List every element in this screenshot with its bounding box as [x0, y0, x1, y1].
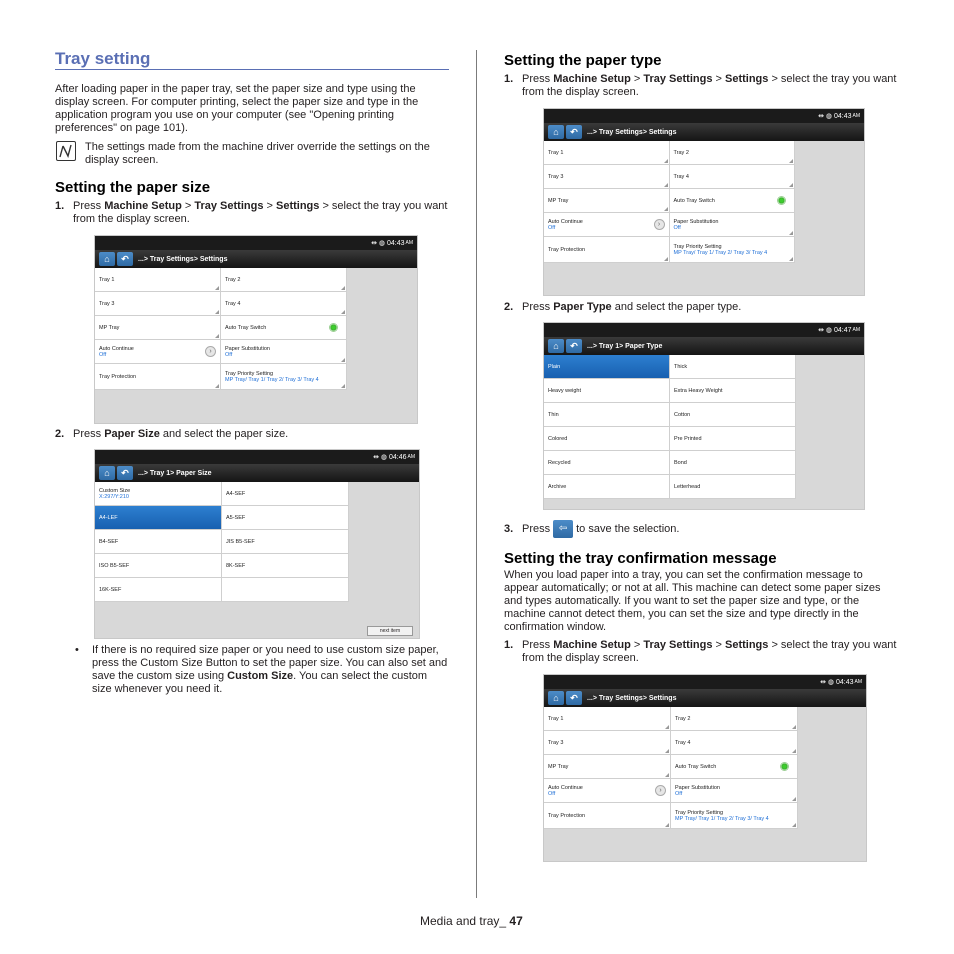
- size-option[interactable]: A4-SEF: [222, 482, 349, 506]
- heading-paper-size: Setting the paper size: [55, 179, 211, 196]
- page-footer: Media and tray_ 47: [420, 914, 523, 928]
- settings-screen-3: ⇹ ◍ 04:43 AM ⌂ ↶ ...> Tray Settings> Settings Tray 1 Tray 2 Tray 3 Tray 4 MP Tray Auto Tray Switch Auto Continue Off › Paper Substitution Off Tray Protection Tray Priority Setting MP Tray/ Tray 1/ Tray 2/ Tray 3/ Tray 4: [543, 674, 867, 862]
- note-text: The settings made from the machine driver override the settings on the display screen.: [85, 141, 430, 166]
- auto-continue-item[interactable]: Auto Continue Off ›: [95, 340, 221, 364]
- size-option-selected[interactable]: A4-LEF: [95, 506, 222, 530]
- paper-type-grid: [544, 355, 796, 499]
- type-option[interactable]: Cotton: [670, 403, 796, 427]
- tray-1-item[interactable]: Tray 1: [544, 141, 670, 165]
- paper-substitution-item[interactable]: Paper Substitution Off: [671, 779, 798, 803]
- mp-tray-item[interactable]: MP Tray: [544, 189, 670, 213]
- tray-protection-item[interactable]: Tray Protection: [95, 364, 221, 390]
- clock: 04:46: [388, 453, 407, 461]
- tray-4-item[interactable]: Tray 4: [670, 165, 796, 189]
- settings-grid: [544, 141, 795, 263]
- confirmation-body: When you load paper into a tray, you can set the confirmation message to appear automatically; or not at all. This machine can detect some paper sizes and types automatically. If you want to set the paper size and type, or the machine cannot detect them, you can set the size and type directly in the confirmation window.: [504, 569, 881, 633]
- auto-tray-switch-item[interactable]: Auto Tray Switch: [670, 189, 796, 213]
- tray-4-item[interactable]: Tray 4: [221, 292, 347, 316]
- size-option[interactable]: B4-SEF: [95, 530, 222, 554]
- chevron-right-icon: ›: [655, 785, 666, 796]
- tray-2-item[interactable]: Tray 2: [221, 268, 347, 292]
- size-option[interactable]: Custom Size X:297/Y:210: [95, 482, 222, 506]
- mp-tray-item[interactable]: MP Tray: [544, 755, 671, 779]
- breadcrumb: ...> Tray 1> Paper Type: [587, 342, 663, 350]
- page-number: 47: [509, 914, 523, 928]
- tray-1-item[interactable]: Tray 1: [544, 707, 671, 731]
- toggle-on-icon: [777, 196, 786, 205]
- chevron-right-icon: ›: [205, 346, 216, 357]
- confirm-step-1: 1. Press Machine Setup > Tray Settings > Settings > select the tray you want from the display screen.: [504, 639, 897, 664]
- heading-tray-confirmation: Setting the tray confirmation message: [504, 550, 777, 567]
- clock: 04:43: [386, 239, 405, 247]
- size-option[interactable]: 8K-SEF: [222, 554, 349, 578]
- clock: 04:43: [833, 112, 852, 120]
- column-divider: [476, 50, 477, 898]
- home-icon[interactable]: ⌂: [99, 252, 115, 266]
- network-icon: ⇹ ◍: [820, 678, 836, 686]
- tray-3-item[interactable]: Tray 3: [544, 731, 671, 755]
- back-icon[interactable]: ↶: [117, 252, 133, 266]
- intro-text: After loading paper in the paper tray, set the paper size and type using the display screen. For computer printing, select the paper size and type in the application program you use on your computer (see "Opening printing preferences" on page 101).: [55, 83, 419, 134]
- auto-tray-switch-item[interactable]: Auto Tray Switch: [671, 755, 798, 779]
- auto-tray-switch-item[interactable]: Auto Tray Switch: [221, 316, 347, 340]
- back-icon[interactable]: ↶: [566, 339, 582, 353]
- toggle-on-icon: [780, 762, 789, 771]
- home-icon[interactable]: ⌂: [548, 691, 564, 705]
- clock: 04:43: [835, 678, 854, 686]
- size-option[interactable]: JIS B5-SEF: [222, 530, 349, 554]
- type-option[interactable]: Bond: [670, 451, 796, 475]
- tray-protection-item[interactable]: Tray Protection: [544, 237, 670, 263]
- paper-substitution-item[interactable]: Paper Substitution Off: [670, 213, 796, 237]
- type-option-selected[interactable]: Plain: [544, 355, 670, 379]
- paper-size-grid: [95, 482, 349, 602]
- breadcrumb: ...> Tray Settings> Settings: [587, 128, 677, 136]
- breadcrumb: ...> Tray Settings> Settings: [587, 694, 677, 702]
- auto-continue-item[interactable]: Auto Continue Off ›: [544, 779, 671, 803]
- back-icon[interactable]: ↶: [566, 125, 582, 139]
- network-icon: ⇹ ◍: [818, 326, 834, 334]
- home-icon[interactable]: ⌂: [99, 466, 115, 480]
- home-icon[interactable]: ⌂: [548, 125, 564, 139]
- note-icon: [56, 141, 76, 161]
- settings-screen-2: ⇹ ◍ 04:43 AM ⌂ ↶ ...> Tray Settings> Settings Tray 1 Tray 2 Tray 3 Tray 4 MP Tray Auto Tray Switch Auto Continue Off › Paper Substitution Off Tray Protection Tray Priority Setting MP Tray/ Tray 1/ Tray 2/ Tray 3/ Tray 4: [543, 108, 865, 296]
- settings-grid: [544, 707, 798, 829]
- network-icon: ⇹ ◍: [373, 453, 389, 461]
- toggle-on-icon: [329, 323, 338, 332]
- size-option[interactable]: ISO B5-SEF: [95, 554, 222, 578]
- breadcrumb: ...> Tray Settings> Settings: [138, 255, 228, 263]
- mp-tray-item[interactable]: MP Tray: [95, 316, 221, 340]
- settings-screen-1: ⇹ ◍ 04:43 AM ⌂ ↶ ...> Tray Settings> Settings Tray 1 Tray 2 Tray 3 Tray 4 MP Tray Auto Tray Switch Auto Continue Off › Paper Substitution Off Tray Protection Tray Priority Setting MP Tray/ Tray 1/ Tray 2/ Tray 3/ Tray 4: [94, 235, 418, 424]
- back-icon[interactable]: ↶: [117, 466, 133, 480]
- type-step-3: 3. Press ⇦ to save the selection.: [504, 520, 899, 538]
- tray-priority-item[interactable]: Tray Priority Setting MP Tray/ Tray 1/ Tray 2/ Tray 3/ Tray 4: [671, 803, 798, 829]
- auto-continue-item[interactable]: Auto Continue Off ›: [544, 213, 670, 237]
- tray-3-item[interactable]: Tray 3: [544, 165, 670, 189]
- tray-2-item[interactable]: Tray 2: [670, 141, 796, 165]
- type-option[interactable]: Recycled: [544, 451, 670, 475]
- type-option[interactable]: Extra Heavy Weight: [670, 379, 796, 403]
- chevron-right-icon: ›: [654, 219, 665, 230]
- clock: 04:47: [833, 326, 852, 334]
- back-icon[interactable]: ↶: [566, 691, 582, 705]
- paper-substitution-item[interactable]: Paper Substitution Off: [221, 340, 347, 364]
- home-icon[interactable]: ⌂: [548, 339, 564, 353]
- size-step-1: 1. Press Machine Setup > Tray Settings > Settings > select the tray you want from the display screen.: [55, 200, 448, 225]
- type-step-1: 1. Press Machine Setup > Tray Settings > Settings > select the tray you want from the display screen.: [504, 73, 897, 98]
- type-option[interactable]: Heavy weight: [544, 379, 670, 403]
- tray-protection-item[interactable]: Tray Protection: [544, 803, 671, 829]
- tray-3-item[interactable]: Tray 3: [95, 292, 221, 316]
- size-option[interactable]: 16K-SEF: [95, 578, 222, 602]
- type-option[interactable]: Pre Printed: [670, 427, 796, 451]
- size-option[interactable]: A5-SEF: [222, 506, 349, 530]
- paper-type-screen: ⇹ ◍ 04:47 AM ⌂ ↶ ...> Tray 1> Paper Type Plain Thick Heavy weight Extra Heavy Weight Thin Cotton Colored Pre Printed Recycled Bond Archive Letterhead: [543, 322, 865, 510]
- page-title: Tray setting: [55, 52, 449, 70]
- tray-2-item[interactable]: Tray 2: [671, 707, 798, 731]
- type-option[interactable]: Thin: [544, 403, 670, 427]
- network-icon: ⇹ ◍: [371, 239, 387, 247]
- breadcrumb: ...> Tray 1> Paper Size: [138, 469, 212, 477]
- tray-1-item[interactable]: Tray 1: [95, 268, 221, 292]
- paper-size-screen: ⇹ ◍ 04:46 AM ⌂ ↶ ...> Tray 1> Paper Size Custom Size X:297/Y:210 A4-SEF A4-LEF A5-SEF B4-SEF JIS B5-SEF ISO B5-SEF 8K-SEF 16K-SEF next item: [94, 449, 420, 639]
- type-option[interactable]: Archive: [544, 475, 670, 499]
- network-icon: ⇹ ◍: [818, 112, 834, 120]
- settings-grid: [95, 268, 347, 390]
- type-option[interactable]: Letterhead: [670, 475, 796, 499]
- type-step-2: 2. Press Paper Type and select the paper type.: [504, 301, 742, 313]
- tray-4-item[interactable]: Tray 4: [671, 731, 798, 755]
- save-back-icon: ⇦: [553, 520, 573, 538]
- tray-priority-item[interactable]: Tray Priority Setting MP Tray/ Tray 1/ Tray 2/ Tray 3/ Tray 4: [670, 237, 796, 263]
- custom-size-bullet: • If there is no required size paper or you need to use custom size paper, press the Custom Size Button to set the paper size. You can also set and save the custom size using Custom Size. You can select the custom size whenever you need it.: [75, 644, 448, 695]
- next-item-button[interactable]: next item: [367, 626, 413, 636]
- type-option[interactable]: Colored: [544, 427, 670, 451]
- tray-priority-item[interactable]: Tray Priority Setting MP Tray/ Tray 1/ Tray 2/ Tray 3/ Tray 4: [221, 364, 347, 390]
- heading-paper-type: Setting the paper type: [504, 52, 662, 69]
- size-option-empty: [222, 578, 349, 602]
- type-option[interactable]: Thick: [670, 355, 796, 379]
- size-step-2: 2. Press Paper Size and select the paper size.: [55, 428, 289, 440]
